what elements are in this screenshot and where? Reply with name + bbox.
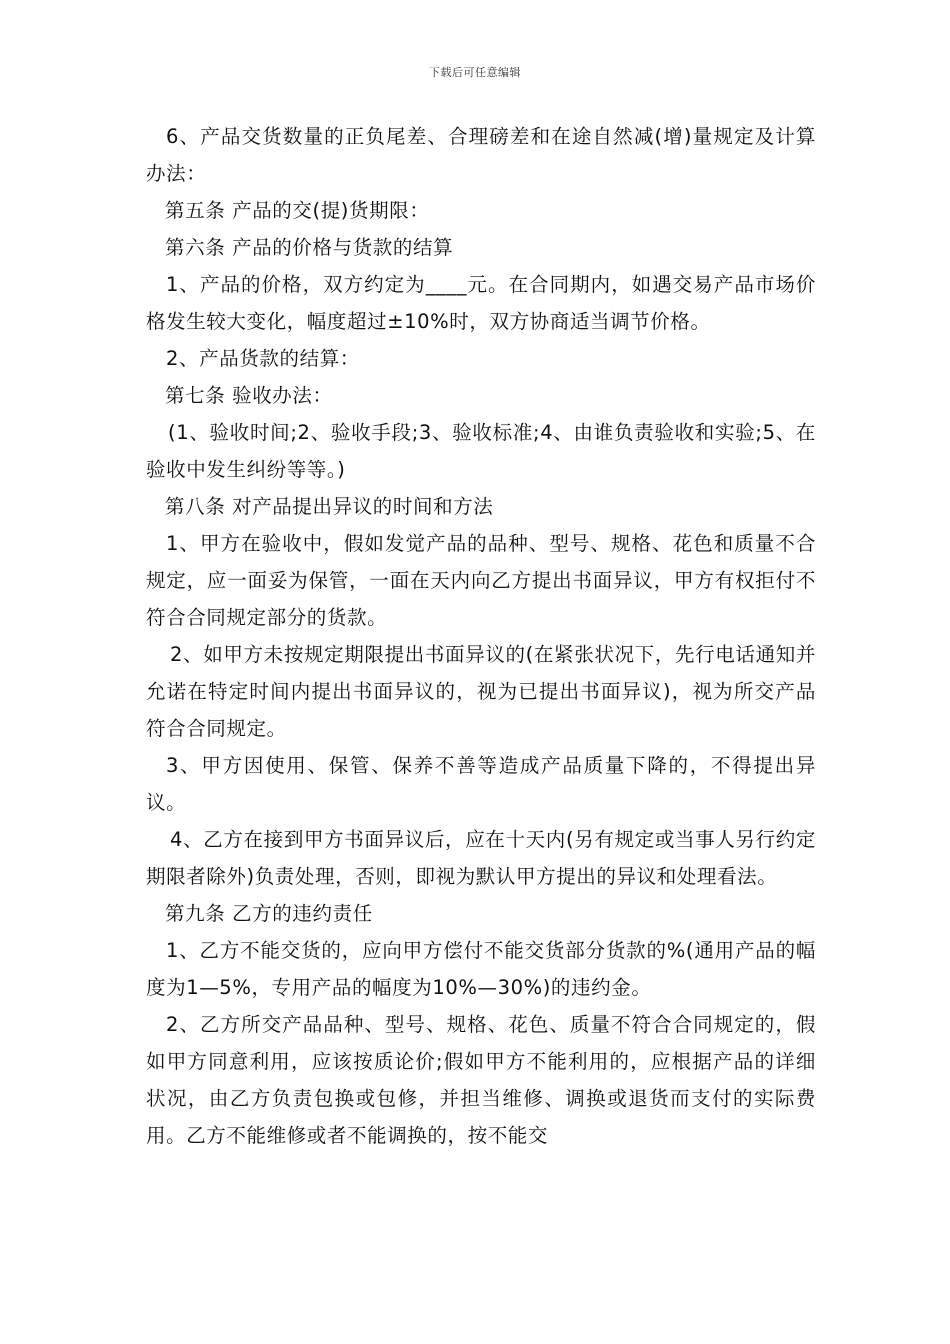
paragraph-price: 1、产品的价格，双方约定为____元。在合同期内，如遇交易产品市场价格发生较大变化，幅度超过±10%时，双方协商适当调节价格。 — [146, 273, 816, 333]
paragraph-liability-2: 2、乙方所交产品品种、型号、规格、花色、质量不符合合同规定的，假如甲方同意利用，应该按质论价;假如甲方不能利用的，应根据产品的详细状况，由乙方负责包换或包修，并担当维修、调换或退货而支付的实际费用。乙方不能维修或者不能调换的，按不能交 — [146, 1013, 816, 1147]
paragraph-objection-2: 2、如甲方未按规定期限提出书面异议的(在紧张状况下，先行电话通知并允诺在特定时间内提出书面异议的，视为已提出书面异议)，视为所交产品符合合同规定。 — [146, 643, 816, 740]
page-header: 下载后可任意编辑 — [429, 66, 521, 79]
article-8-heading: 第八条 对产品提出异议的时间和方法 — [165, 495, 494, 518]
paragraph-settlement: 2、产品货款的结算： — [166, 347, 360, 370]
paragraph-objection-3: 3、甲方因使用、保管、保养不善等造成产品质量下降的，不得提出异议。 — [146, 754, 816, 814]
article-6-heading: 第六条 产品的价格与货款的结算 — [165, 236, 454, 259]
paragraph-objection-4: 4、乙方在接到甲方书面异议后，应在十天内(另有规定或当事人另行约定期限者除外)负责处理，否则，即视为默认甲方提出的异议和处理看法。 — [146, 828, 816, 888]
contract-body — [146, 118, 816, 1154]
paragraph-objection-1: 1、甲方在验收中，假如发觉产品的品种、型号、规格、花色和质量不合规定，应一面妥为保管，一面在天内向乙方提出书面异议，甲方有权拒付不符合合同规定部分的货款。 — [146, 532, 816, 629]
paragraph-quantity-tolerance: 6、产品交货数量的正负尾差、合理磅差和在途自然减(增)量规定及计算办法： — [146, 125, 816, 185]
article-7-heading: 第七条 验收办法： — [165, 384, 333, 407]
paragraph-liability-1: 1、乙方不能交货的，应向甲方偿付不能交货部分货款的%(通用产品的幅度为1—5%，专用产品的幅度为10%—30%)的违约金。 — [146, 939, 816, 999]
article-5-heading: 第五条 产品的交(提)货期限： — [165, 199, 430, 222]
paragraph-inspection-items: (1、验收时间;2、验收手段;3、验收标准;4、由谁负责验收和实验;5、在验收中发生纠纷等等。) — [146, 421, 816, 481]
article-9-heading: 第九条 乙方的违约责任 — [165, 902, 373, 925]
